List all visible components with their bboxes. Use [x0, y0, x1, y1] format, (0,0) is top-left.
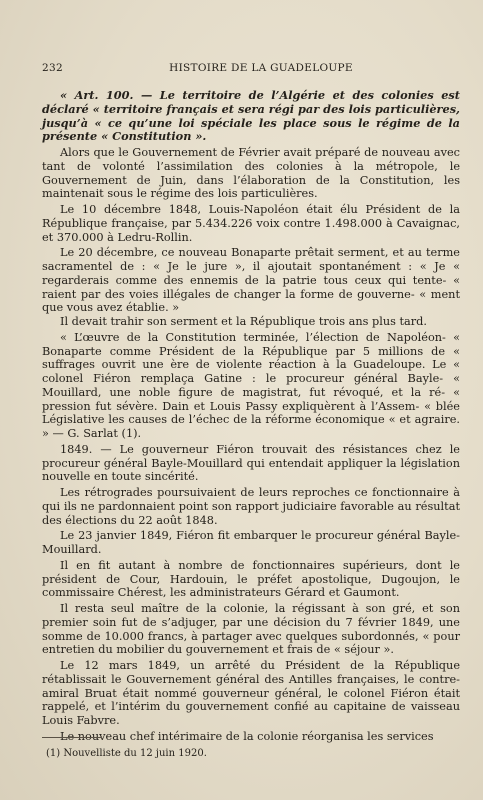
paragraph-interim-chief: Le nouveau chef intérimaire de la colonie réorganisa les services	[60, 729, 434, 743]
paragraph-march-decree: Le 12 mars 1849, un arrêté du Président de la République rétablissait le Gouvernement général des Antilles françaises, le contre-amiral Bruat était nommé gouverneur général, le colonel Fiéron était rappelé, et l’intérim du gouvernement confié au capitaine de vaisseau Louis Fabvre.	[42, 659, 460, 727]
paragraph-assimilation: Alors que le Gouvernement de Février avait préparé de nouveau avec tant de volonté l’assimilation des colonies à la métropole, le Gouvernement de Juin, dans l’élaboration de la Constitution, les maintenait sous le régime des lois particulières.	[42, 146, 460, 201]
running-header	[42, 62, 460, 74]
paragraph-1849: 1849. — Le gouverneur Fiéron trouvait des résistances chez le procureur général Bayle-Mouillard qui entendait appliquer la législation nouvelle en toute sincérité.	[42, 442, 460, 484]
footnote-text: (1) Nouvelliste du 12 juin 1920.	[46, 748, 207, 759]
paragraph-embarkation: Le 23 janvier 1849, Fiéron fit embarquer le procureur général Bayle-Mouillard.	[42, 529, 460, 556]
page-number: 232	[42, 62, 63, 74]
paragraph-election: Le 10 décembre 1848, Louis-Napoléon était élu Président de la République française, par 5.434.226 voix contre 1.498.000 à Cavaignac, et 370.000 à Ledru-Rollin.	[42, 203, 460, 244]
paragraph-retrogrades: Les rétrogrades poursuivaient de leurs reproches ce fonctionnaire à qui ils ne pardonnaient point son rapport judiciaire favorable au résultat des élections du 22 août 1848.	[42, 486, 460, 527]
running-title: HISTOIRE DE LA GUADELOUPE	[169, 62, 353, 74]
paragraph-oath: Le 20 décembre, ce nouveau Bonaparte prêtait serment, et au terme sacramentel de : « Je le jure », il ajoutait spontanément : « Je « regarderais comme des ennemis de la patrie tous ceux qui tente- « raient par des voies illégales de changer la forme de gouverne- « ment que vous avez établie. »	[42, 246, 460, 315]
paragraph-betrayal: Il devait trahir son serment et la République trois ans plus tard.	[60, 315, 427, 328]
constitution-article-quote: « Art. 100. — Le territoire de l’Algérie et des colonies est déclaré « territoire français et sera régi par des lois particulières, jusqu’à « ce qu’une loi spéciale les place sous le régime de la présente « Constitution ».	[42, 88, 460, 144]
paragraph-officials: Il en fit autant à nombre de fonctionnaires supérieurs, dont le président de Cour, Hardouin, le préfet apostolique, Dugoujon, le commissaire Chérest, les administrateurs Gérard et Gaumont.	[42, 558, 460, 600]
footnote-rule	[42, 737, 102, 738]
paragraph-sole-master: Il resta seul maître de la colonie, la régissant à son gré, et son premier soin fut de s’adjuger, par une décision du 7 février 1849, une somme de 10.000 francs, à partager avec quelques subordonnés, « pour entretien du mobilier du gouvernement et frais de « séjour ».	[42, 602, 460, 657]
footnote	[42, 737, 460, 759]
page-body	[42, 89, 460, 744]
paragraph-sarlat-quote: « L’œuvre de la Constitution terminée, l’élection de Napoléon- « Bonaparte comme Président de la République par 5 millions de « suffrages ouvrit une ère de violente réaction à la Guadeloupe. Le « colonel Fiéron remplaça Gatine : le procureur général Bayle- « Mouillard, une noble figure de magistrat, fut révoqué, et la ré- « pression fut sévère. Dain et Louis Passy expliquèrent à l’Assem- « blée Législative les causes de l’échec de la réforme économique « et agraire. » — G. Sarlat (1).	[42, 330, 460, 440]
